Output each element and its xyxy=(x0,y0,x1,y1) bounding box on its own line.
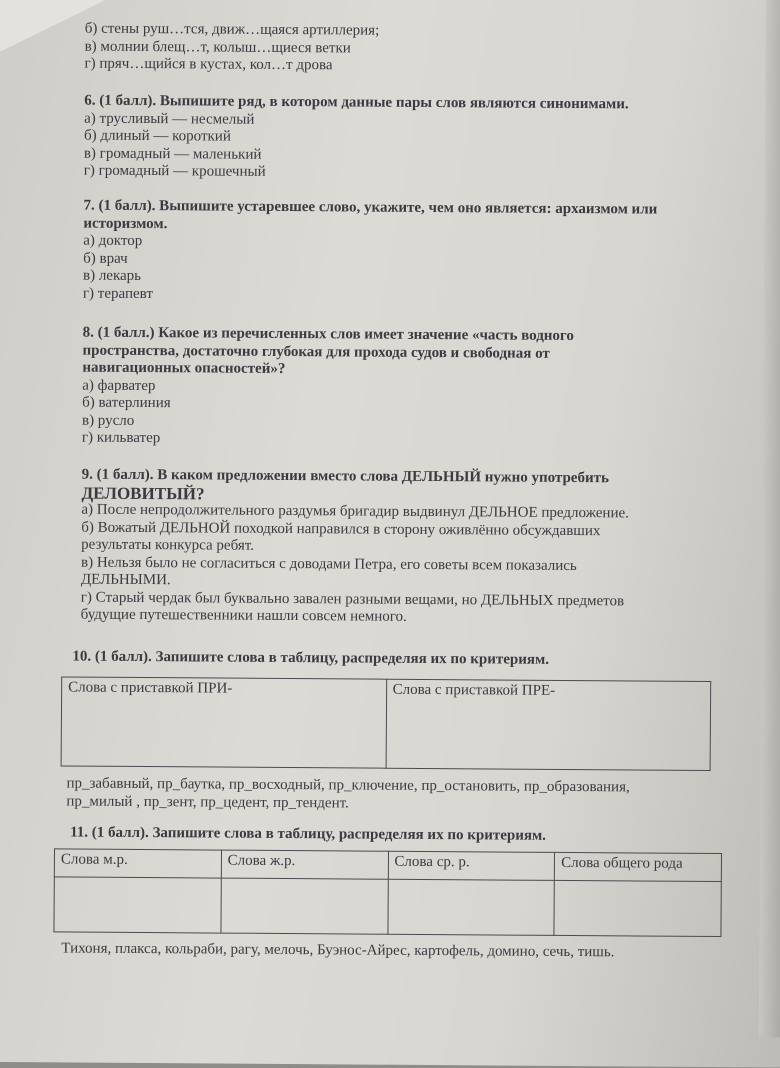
question-7-option: б) врач xyxy=(83,250,128,267)
question-7-option: а) доктор xyxy=(83,232,143,249)
words-line-1: пр_забавный, пр_баутка, пр_восходный, пр_ключение, пр_остановить, пр_образования, xyxy=(66,775,630,796)
question-9 xyxy=(81,467,630,628)
question-11-words xyxy=(61,940,614,961)
question-7-title: 7. (1 балл). Выпишите устаревшее слово, укажите, чем оно является: архаизмом или xyxy=(83,197,658,218)
question-10 xyxy=(70,649,549,670)
table-cell-common[interactable] xyxy=(554,881,721,937)
paper-shadow-edge xyxy=(759,0,780,1037)
question-6 xyxy=(84,93,629,184)
question-9-line: результаты конкурса ребят. xyxy=(81,536,255,554)
prev-option-g: г) пряч…щийся в кустах, кол…т дрова xyxy=(84,55,333,74)
question-8-option: а) фарватер xyxy=(82,377,156,394)
question-9-title: 9. (1 балл). В каком предложении вместо слова ДЕЛЬНЫЙ нужно употребить xyxy=(81,466,609,487)
question-10-title: 10. (1 балл). Запишите слова в таблицу, распределяя их по критериям. xyxy=(72,648,550,668)
question-7-title-cont: историзмом. xyxy=(83,215,168,232)
question-8-title: 8. (1 балл.) Какое из перечисленных слов имеет значение «часть водного xyxy=(82,324,574,345)
question-9-line: в) Нельзя было не согласиться с доводами Петра, его советы всем показались xyxy=(80,554,577,574)
question-7-option: г) терапевт xyxy=(82,285,153,302)
words-line: Тихоня, плакса, кольраби, рагу, мелочь, Буэнос-Айрес, картофель, домино, сечь, тишь. xyxy=(61,940,615,961)
question-7-option: в) лекарь xyxy=(82,267,142,284)
question-8-option: г) кильватер xyxy=(81,429,161,447)
question-9-line: б) Вожатый ДЕЛЬНОЙ походкой направился в сторону оживлённо обсуждавших xyxy=(81,519,601,539)
table-header-neuter[interactable]: Слова ср. р. xyxy=(388,851,555,880)
question-9-line: г) Старый чердак был буквально завален разными вещами, но ДЕЛЬНЫХ предметов xyxy=(80,589,625,609)
question-6-title: 6. (1 балл). Выпишите ряд, в котором данные пары слов являются синонимами. xyxy=(84,92,629,113)
question-9-line: будущие путешественники нашли совсем немного. xyxy=(80,606,407,625)
table-cell-neuter[interactable] xyxy=(387,880,554,936)
question-9-line: а) После непродолжительного раздумья бригадир выдвинул ДЕЛЬНОЕ предложение. xyxy=(81,501,629,522)
table-pri-pre xyxy=(61,676,712,771)
prev-option-b: б) стены руш…тся, движ…щаяся артиллерия; xyxy=(84,20,380,39)
question-6-option: а) трусливый — несмелый xyxy=(84,110,255,128)
table-header-masculine[interactable]: Слова м.р. xyxy=(54,849,221,878)
question-6-option: г) громадный — крошечный xyxy=(83,162,266,180)
table-header-pre[interactable]: Слова с приставкой ПРЕ- xyxy=(386,679,711,770)
question-6-option: в) громадный — маленький xyxy=(83,145,262,163)
question-8-option: б) ватерлиния xyxy=(82,394,171,412)
question-8-option: в) русло xyxy=(81,412,135,429)
question-8-title-cont2: навигационных опасностей»? xyxy=(82,359,286,378)
words-line-2: пр_милый , пр_зент, пр_цедент, пр_тендент. xyxy=(66,793,349,812)
question-9-line: ДЕЛЬНЫМИ. xyxy=(80,571,171,589)
table-cell-masculine[interactable] xyxy=(54,877,221,933)
table-header-common[interactable]: Слова общего рода xyxy=(555,852,722,881)
question-11 xyxy=(70,825,546,845)
question-11-title: 11. (1 балл). Запишите слова в таблицу, распределяя их по критериям. xyxy=(70,824,547,844)
question-8 xyxy=(82,325,574,451)
table-header-feminine[interactable]: Слова ж.р. xyxy=(221,850,388,879)
prev-option-v: в) молнии блещ…т, колыш…щиеся ветки xyxy=(84,38,351,56)
table-cell-feminine[interactable] xyxy=(221,878,388,934)
question-6-option: б) длиный — короткий xyxy=(83,127,231,145)
question-7 xyxy=(83,198,658,307)
table-gender xyxy=(53,848,722,937)
table-header-pri[interactable]: Слова с приставкой ПРИ- xyxy=(61,677,386,768)
question-9-title-cont: ДЕЛОВИТЫЙ? xyxy=(81,483,205,503)
question-8-title-cont: пространства, достаточно глубокая для прохода судов и свободная от xyxy=(82,342,550,362)
question-10-words xyxy=(66,774,630,814)
